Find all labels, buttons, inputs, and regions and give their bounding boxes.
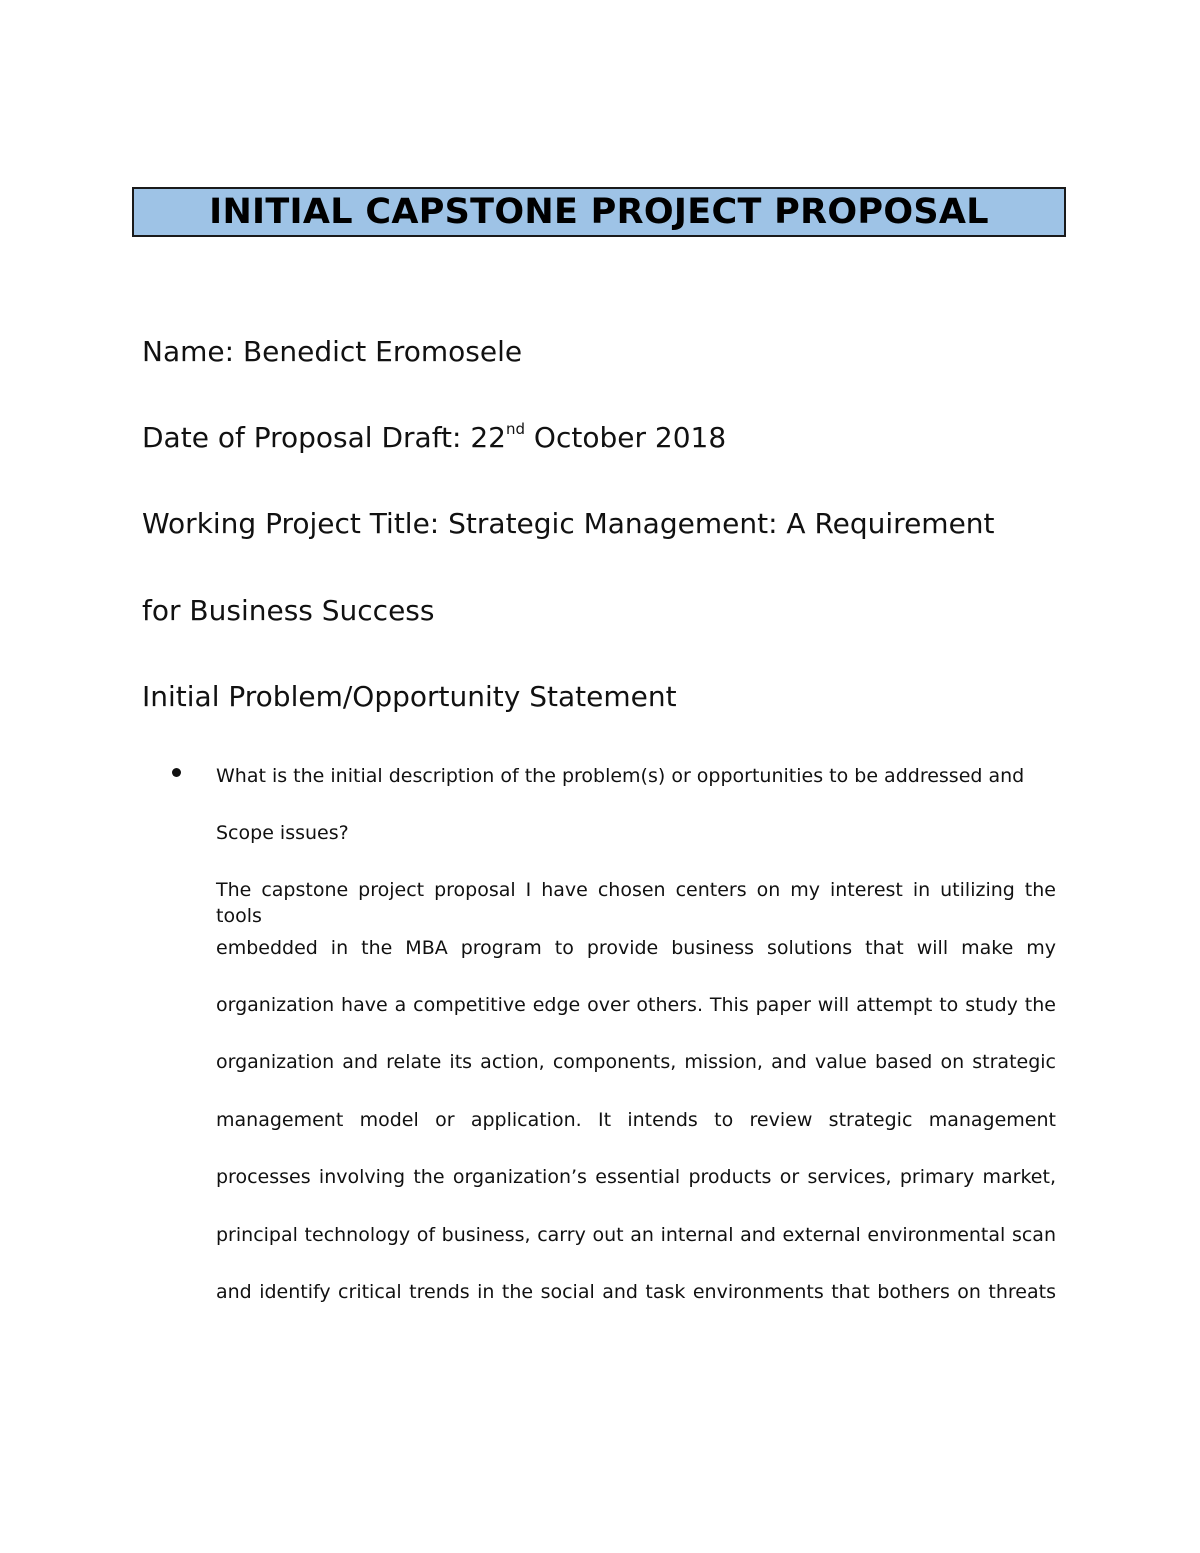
date-suffix: October 2018 [525,421,727,454]
bullet-icon [172,768,181,777]
working-title-line-1: Working Project Title: Strategic Management: A Requirement [142,507,995,540]
paragraph-line: principal technology of business, carry out an internal and external environmental scan [216,1224,1056,1246]
date-line [142,421,726,455]
paragraph-line: and identify critical trends in the social and task environments that bothers on threats [216,1281,1056,1303]
section-heading: Initial Problem/Opportunity Statement [142,680,677,713]
paragraph-line: organization have a competitive edge over others. This paper will attempt to study the [216,994,1056,1016]
paragraph-line: processes involving the organization’s essential products or services, primary market, [216,1166,1056,1188]
paragraph-line: The capstone project proposal I have chosen centers on my interest in utilizing the tools [216,879,1056,927]
name-line: Name: Benedict Eromosele [142,335,523,368]
paragraph-line: embedded in the MBA program to provide business solutions that will make my [216,937,1056,959]
document-title: INITIAL CAPSTONE PROJECT PROPOSAL [209,192,989,232]
paragraph-line: organization and relate its action, components, mission, and value based on strategic [216,1051,1056,1073]
date-prefix: Date of Proposal Draft: 22 [142,421,506,454]
title-banner [132,187,1066,237]
paragraph-line: management model or application. It intends to review strategic management [216,1109,1056,1131]
date-superscript: nd [506,420,526,438]
working-title-line-2: for Business Success [142,594,435,627]
bullet-question-line-1: What is the initial description of the problem(s) or opportunities to be addressed and [216,765,1025,787]
bullet-question-line-2: Scope issues? [216,822,349,844]
